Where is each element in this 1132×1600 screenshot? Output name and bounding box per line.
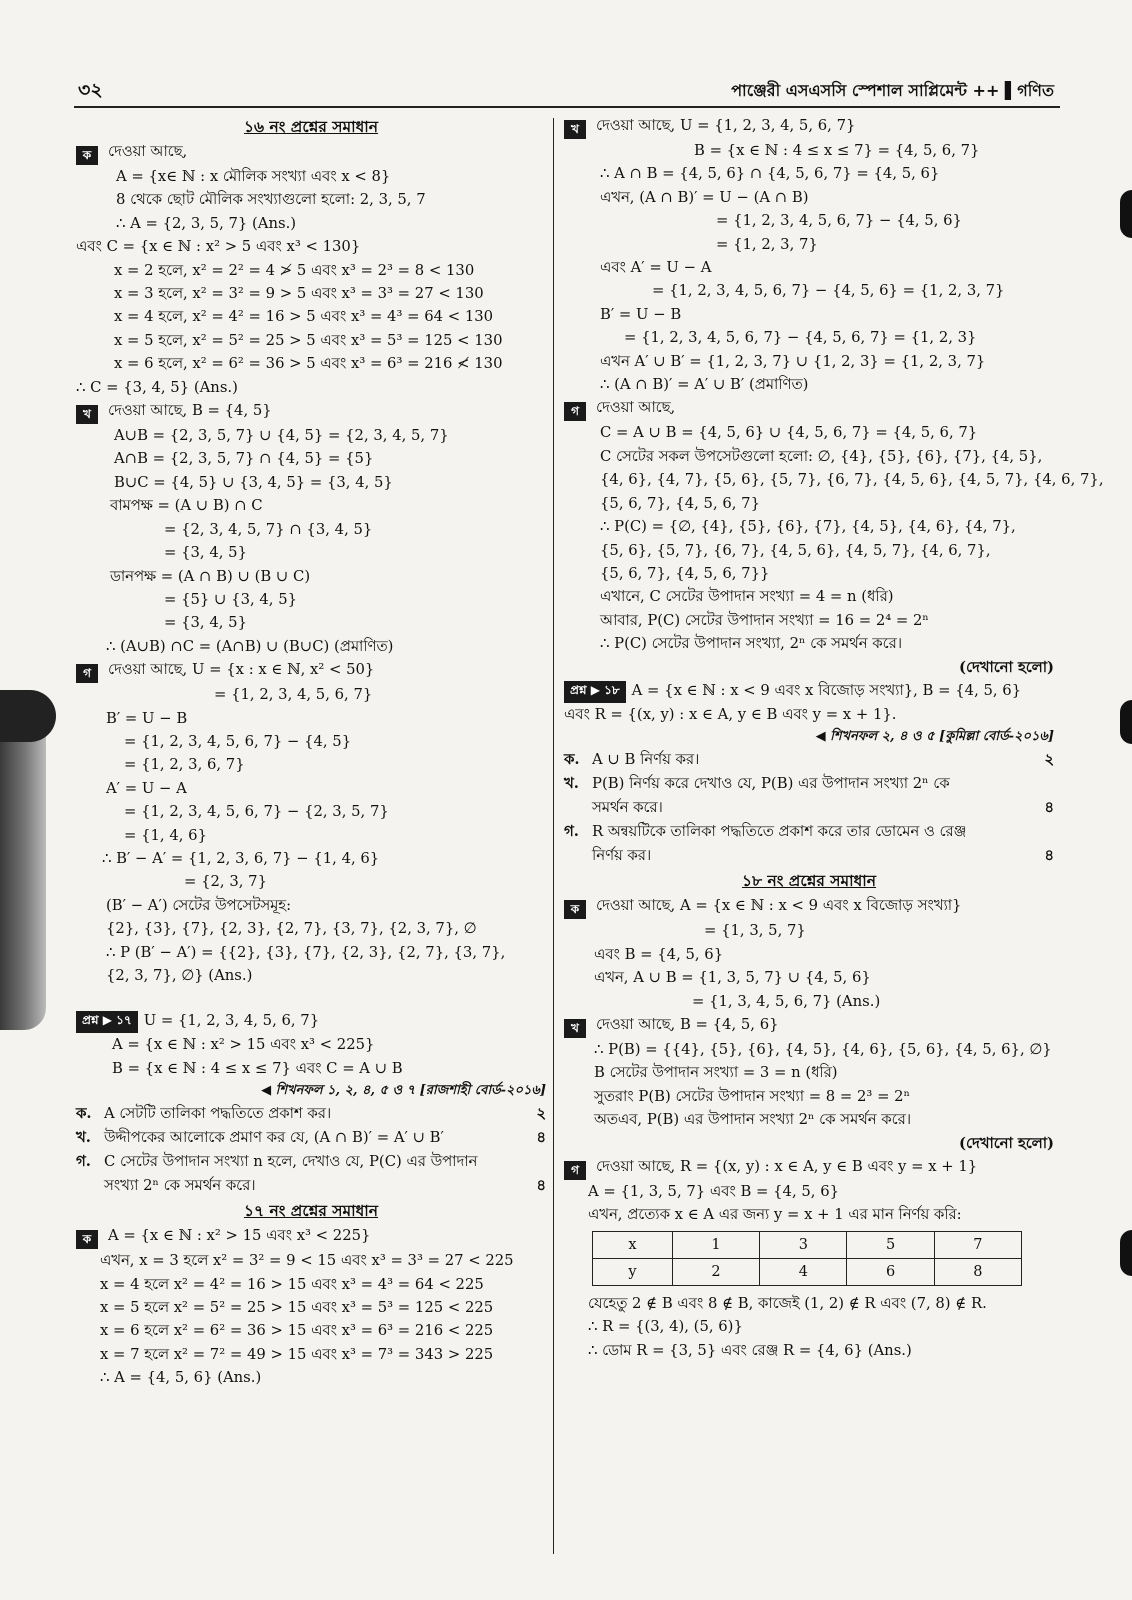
solution-heading: ১৮ নং প্রশ্নের সমাধান [741,871,877,891]
solution-line: এখন, x = 3 হলে x² = 3² = 9 < 15 এবং x³ = 3³ = 27 < 225 [100,1252,514,1270]
question-part [564,796,1054,820]
solution-line: = {1, 2, 3, 4, 5, 6, 7} − {4, 5, 6} [716,212,962,230]
solution-text: দেওয়া আছে, R = {(x, y) : x ∈ A, y ∈ B এবং y = x + 1} [596,1158,978,1175]
solution-line: A∩B = {2, 3, 5, 7} ∩ {4, 5} = {5} [114,450,374,468]
solution-line: এখন, (A ∩ B)′ = U − (A ∩ B) [600,188,809,206]
table-row [593,1231,1022,1258]
marks: ৪ [1044,799,1054,817]
solution-text: দেওয়া আছে, [596,399,676,417]
table-cell: 1 [672,1231,759,1258]
spacer [76,987,546,1009]
table-cell: y [593,1258,673,1285]
solution-text: দেওয়া আছে, B = {4, 5, 6} [596,1015,779,1033]
solution-line: = {1, 2, 3, 7} [716,235,818,253]
question-part [564,748,1054,772]
solution-line: x = 7 হলে x² = 7² = 49 > 15 এবং x³ = 7³ = 343 > 225 [100,1345,494,1363]
table-cell: 2 [672,1258,759,1285]
solution-line: B = {x ∈ ℕ : 4 ≤ x ≤ 7} এবং C = A ∪ B [112,1059,403,1077]
question-part [564,844,1054,868]
solution-line: x = 3 হলে, x² = 3² = 9 > 5 এবং x³ = 3³ = 27 < 130 [114,285,484,303]
value-table [592,1231,1022,1286]
question-number-badge: প্রশ্ন ▶ ১৭ [76,1011,138,1033]
solution-line: এখানে, C সেটের উপাদান সংখ্যা = 4 = n (ধরি) [600,588,894,606]
solution-line: x = 5 হলে, x² = 5² = 25 > 5 এবং x³ = 5³ = 125 < 130 [114,331,503,349]
question-part-label: গ. [76,1153,91,1171]
solution-line: ∴ B′ − A′ = {1, 2, 3, 6, 7} − {1, 4, 6} [102,849,380,867]
right-column [564,114,1104,1362]
punch-hole [1120,1230,1132,1276]
solution-line: এবং R = {(x, y) : x ∈ A, y ∈ B এবং y = x + 1}. [564,705,897,723]
solution-line: {5, 6}, {5, 7}, {6, 7}, {4, 5, 6}, {4, 5, 7}, {4, 6, 7}, [600,541,991,559]
solution-line: = {1, 2, 3, 4, 5, 6, 7} − {4, 5} [124,732,352,750]
punch-hole [1120,700,1132,744]
table-cell: 4 [760,1258,847,1285]
table-row [593,1258,1022,1285]
solution-line: 8 থেকে ছোট মৌলিক সংখ্যাগুলো হলো: 2, 3, 5, 7 [116,191,426,209]
part-marker-badge: গ [76,664,98,683]
solution-part [564,894,1054,919]
solution-line: B′ = U − B [600,305,682,323]
solution-line: ∴ A = {4, 5, 6} (Ans.) [100,1369,262,1387]
table-cell: 7 [934,1231,1021,1258]
shown-note: (দেখানো হলো) [958,658,1054,676]
solution-line: C সেটের সকল উপসেটগুলো হলো: ∅, {4}, {5}, {6}, {7}, {4, 5}, [600,447,1043,465]
question-stem [76,1009,546,1033]
question-part-text: C সেটের উপাদান সংখ্যা n হলে, দেখাও যে, P(C) এর উপাদান [104,1153,478,1171]
question-part-text: সমর্থন করে। [592,799,663,817]
marks: ৪ [536,1129,546,1147]
part-marker-badge: ক [76,146,98,165]
solution-line: x = 4 হলে x² = 4² = 16 > 15 এবং x³ = 4³ = 64 < 225 [100,1275,484,1293]
question-part-label: ক. [564,751,580,769]
part-marker-badge: গ [564,402,586,421]
solution-line: {2}, {3}, {7}, {2, 3}, {2, 7}, {3, 7}, {2, 3, 7}, ∅ [106,920,477,938]
solution-line: এবং A′ = U − A [600,259,712,277]
question-part [76,1174,546,1198]
part-marker-badge: খ [564,1019,586,1038]
solution-part [564,396,1054,421]
left-column [76,114,546,1390]
solution-line: x = 6 হলে x² = 6² = 36 > 15 এবং x³ = 6³ = 216 < 225 [100,1322,494,1340]
question-stem [564,679,1054,703]
question-part [76,1150,546,1174]
solution-line: = {3, 4, 5} [164,544,247,562]
solution-line: = {3, 4, 5} [164,614,247,632]
page-number: ৩২ [78,79,103,101]
question-text: A = {x ∈ ℕ : x < 9 এবং x বিজোড় সংখ্যা}, B = {4, 5, 6} [631,681,1022,699]
question-part-text: A ∪ B নির্ণয় কর। [592,751,700,769]
solution-line: বামপক্ষ = (A ∪ B) ∩ C [110,497,263,515]
table-cell: 5 [847,1231,934,1258]
header-rule [74,106,1060,108]
part-marker-badge: ক [564,900,586,919]
solution-line: A′ = U − A [106,779,187,797]
marks: ৪ [1044,847,1054,865]
solution-line: = {1, 2, 3, 4, 5, 6, 7} − {4, 5, 6} = {1, 2, 3, 7} [652,282,1005,300]
part-marker-badge: খ [76,405,98,424]
solution-line: = {1, 2, 3, 6, 7} [124,756,245,774]
question-part-label: খ. [564,775,579,793]
binding-clip [0,690,56,742]
question-part-text: সংখ্যা 2ⁿ কে সমর্থন করে। [104,1177,256,1195]
solution-line: ∴ A = {2, 3, 5, 7} (Ans.) [116,214,297,232]
solution-line: ∴ C = {3, 4, 5} (Ans.) [76,378,238,396]
solution-line: অতএব, P(B) এর উপাদান সংখ্যা 2ⁿ কে সমর্থন করে। [594,1111,912,1129]
table-cell: 6 [847,1258,934,1285]
solution-line: x = 4 হলে, x² = 4² = 16 > 5 এবং x³ = 4³ = 64 < 130 [114,308,494,326]
solution-line: = {1, 2, 3, 4, 5, 6, 7} [214,686,373,704]
solution-text: দেওয়া আছে, U = {x : x ∈ ℕ, x² < 50} [108,661,375,679]
solution-line: x = 6 হলে, x² = 6² = 36 > 5 এবং x³ = 6³ = 216 ≮ 130 [114,355,503,373]
column-divider [553,118,554,1554]
question-part-label: ক. [76,1105,92,1123]
part-marker-badge: খ [564,120,586,139]
solution-line: A = {x ∈ ℕ : x² > 15 এবং x³ < 225} [112,1036,375,1054]
question-source: ◀ শিখনফল ২, ৪ ও ৫ [কুমিল্লা বোর্ড-২০১৬] [815,729,1054,745]
solution-line: ∴ P(B) = {{4}, {5}, {6}, {4, 5}, {4, 6}, {5, 6}, {4, 5, 6}, ∅} [594,1040,1052,1058]
solution-line: এবং C = {x ∈ ℕ : x² > 5 এবং x³ < 130} [76,238,361,256]
solution-line: B∪C = {4, 5} ∪ {3, 4, 5} = {3, 4, 5} [114,473,393,491]
marks: ২ [1044,751,1054,769]
solution-part [564,1155,1054,1180]
solution-part [564,1013,1054,1038]
running-header: পাঞ্জেরী এসএসসি স্পেশাল সাপ্লিমেন্ট ++ ▌গণিত [731,81,1054,100]
question-part [564,772,1054,796]
solution-part [76,1224,546,1249]
question-part-text: নির্ণয় কর। [592,847,652,865]
solution-line: B′ = U − B [106,709,188,727]
solution-line: {4, 6}, {4, 7}, {5, 6}, {5, 7}, {6, 7}, {4, 5, 6}, {4, 5, 7}, {4, 6, 7}, [600,471,1104,489]
solution-line: এখন, প্রত্যেক x ∈ A এর জন্য y = x + 1 এর মান নির্ণয় করি: [588,1206,962,1224]
question-part [76,1102,546,1126]
marks: ২ [536,1105,546,1123]
table-cell: x [593,1231,673,1258]
solution-line: A = {x∈ ℕ : x মৌলিক সংখ্যা এবং x < 8} [116,168,391,185]
solution-line: = {1, 3, 4, 5, 6, 7} (Ans.) [692,992,881,1010]
question-text: U = {1, 2, 3, 4, 5, 6, 7} [143,1012,320,1030]
solution-line: এখন A′ ∪ B′ = {1, 2, 3, 7} ∪ {1, 2, 3} = {1, 2, 3, 7} [600,352,986,370]
table-cell: 3 [760,1231,847,1258]
table-cell: 8 [934,1258,1021,1285]
solution-part [76,658,546,683]
solution-line: A = {1, 3, 5, 7} এবং B = {4, 5, 6} [588,1183,840,1200]
question-part-label: গ. [564,823,579,841]
solution-line: = {1, 3, 5, 7} [704,922,806,940]
solution-line: ∴ P(C) সেটের উপাদান সংখ্যা, 2ⁿ কে সমর্থন করে। [600,635,903,653]
solution-part [564,114,1054,139]
solution-text: A = {x ∈ ℕ : x² > 15 এবং x³ < 225} [108,1227,371,1245]
solution-line: {5, 6, 7}, {4, 5, 6, 7}} [600,564,770,582]
solution-line: A∪B = {2, 3, 5, 7} ∪ {4, 5} = {2, 3, 4, 5, 7} [114,427,449,445]
question-part [564,820,1054,844]
solution-line: x = 2 হলে, x² = 2² = 4 ≯ 5 এবং x³ = 2³ = 8 < 130 [114,261,475,279]
solution-line: ∴ (A∪B) ∩C = (A∩B) ∪ (B∪C) (প্রমাণিত) [106,637,394,655]
question-number-badge: প্রশ্ন ▶ ১৮ [564,681,626,703]
solution-line: = {1, 2, 3, 4, 5, 6, 7} − {4, 5, 6, 7} = {1, 2, 3} [624,329,977,347]
solution-heading: ১৬ নং প্রশ্নের সমাধান [243,117,379,136]
solution-part [76,399,546,424]
part-marker-badge: গ [564,1161,586,1180]
solution-line: {5, 6, 7}, {4, 5, 6, 7} [600,494,760,512]
question-part-label: খ. [76,1129,91,1147]
solution-line: = {1, 2, 3, 4, 5, 6, 7} − {2, 3, 5, 7} [124,803,389,821]
solution-line: = {2, 3, 4, 5, 7} ∩ {3, 4, 5} [164,520,373,538]
solution-line: = {1, 4, 6} [124,826,207,844]
question-part-text: A সেটটি তালিকা পদ্ধতিতে প্রকাশ কর। [104,1105,332,1123]
solution-line: (B′ − A′) সেটের উপসেটসমূহ: [106,896,292,914]
solution-line: B সেটের উপাদান সংখ্যা = 3 = n (ধরি) [594,1064,838,1082]
question-source: ◀ শিখনফল ১, ২, ৪, ৫ ও ৭ [রাজশাহী বোর্ড-২০১৬] [261,1083,546,1099]
solution-line: এবং B = {4, 5, 6} [594,945,724,963]
solution-line: ∴ ডোম R = {3, 5} এবং রেঞ্জ R = {4, 6} (Ans.) [588,1341,912,1359]
solution-text: দেওয়া আছে, A = {x ∈ ℕ : x < 9 এবং x বিজোড় সংখ্যা} [596,897,962,915]
shown-note: (দেখানো হলো) [958,1134,1054,1152]
solution-line: সুতরাং P(B) সেটের উপাদান সংখ্যা = 8 = 2³ = 2ⁿ [594,1087,910,1105]
solution-line: ∴ R = {(3, 4), (5, 6)} [588,1318,743,1336]
solution-line: ∴ P(C) = {∅, {4}, {5}, {6}, {7}, {4, 5}, {4, 6}, {4, 7}, [600,518,1016,536]
solution-line: ∴ P (B′ − A′) = {{2}, {3}, {7}, {2, 3}, {2, 7}, {3, 7}, [106,943,506,961]
solution-line: x = 5 হলে x² = 5² = 25 > 15 এবং x³ = 5³ = 125 < 225 [100,1299,494,1317]
marks: ৪ [536,1177,546,1195]
solution-line: আবার, P(C) সেটের উপাদান সংখ্যা = 16 = 2⁴ = 2ⁿ [600,611,929,629]
solution-line: এখন, A ∪ B = {1, 3, 5, 7} ∪ {4, 5, 6} [594,969,871,987]
question-part-text: P(B) নির্ণয় করে দেখাও যে, P(B) এর উপাদান সংখ্যা 2ⁿ কে [592,775,950,793]
solution-line: B = {x ∈ ℕ : 4 ≤ x ≤ 7} = {4, 5, 6, 7} [694,142,980,159]
question-part-text: R অন্বয়টিকে তালিকা পদ্ধতিতে প্রকাশ করে তার ডোমেন ও রেঞ্জ [592,823,967,841]
solution-line: ডানপক্ষ = (A ∩ B) ∪ (B ∪ C) [110,567,311,585]
question-part-text: উদ্দীপকের আলোকে প্রমাণ কর যে, (A ∩ B)′ = A′ ∪ B′ [104,1129,444,1147]
solution-line: ∴ A ∩ B = {4, 5, 6} ∩ {4, 5, 6, 7} = {4, 5, 6} [600,165,940,183]
solution-part [76,140,546,165]
solution-text: দেওয়া আছে, U = {1, 2, 3, 4, 5, 6, 7} [596,117,856,134]
solution-heading: ১৭ নং প্রশ্নের সমাধান [243,1201,379,1221]
solution-line: {2, 3, 7}, ∅} (Ans.) [106,967,253,984]
question-part [76,1126,546,1150]
solution-line: ∴ (A ∩ B)′ = A′ ∪ B′ (প্রমাণিত) [600,376,809,394]
punch-hole [1120,190,1132,238]
solution-line: = {5} ∪ {3, 4, 5} [164,590,298,608]
solution-line: = {2, 3, 7} [184,873,267,891]
solution-text: দেওয়া আছে, [108,143,188,160]
solution-line: যেহেতু 2 ∉ B এবং 8 ∉ B, কাজেই (1, 2) ∉ R এবং (7, 8) ∉ R. [588,1294,987,1312]
solution-line: C = A ∪ B = {4, 5, 6} ∪ {4, 5, 6, 7} = {4, 5, 6, 7} [600,424,978,442]
solution-text: দেওয়া আছে, B = {4, 5} [108,402,272,420]
part-marker-badge: ক [76,1230,98,1249]
